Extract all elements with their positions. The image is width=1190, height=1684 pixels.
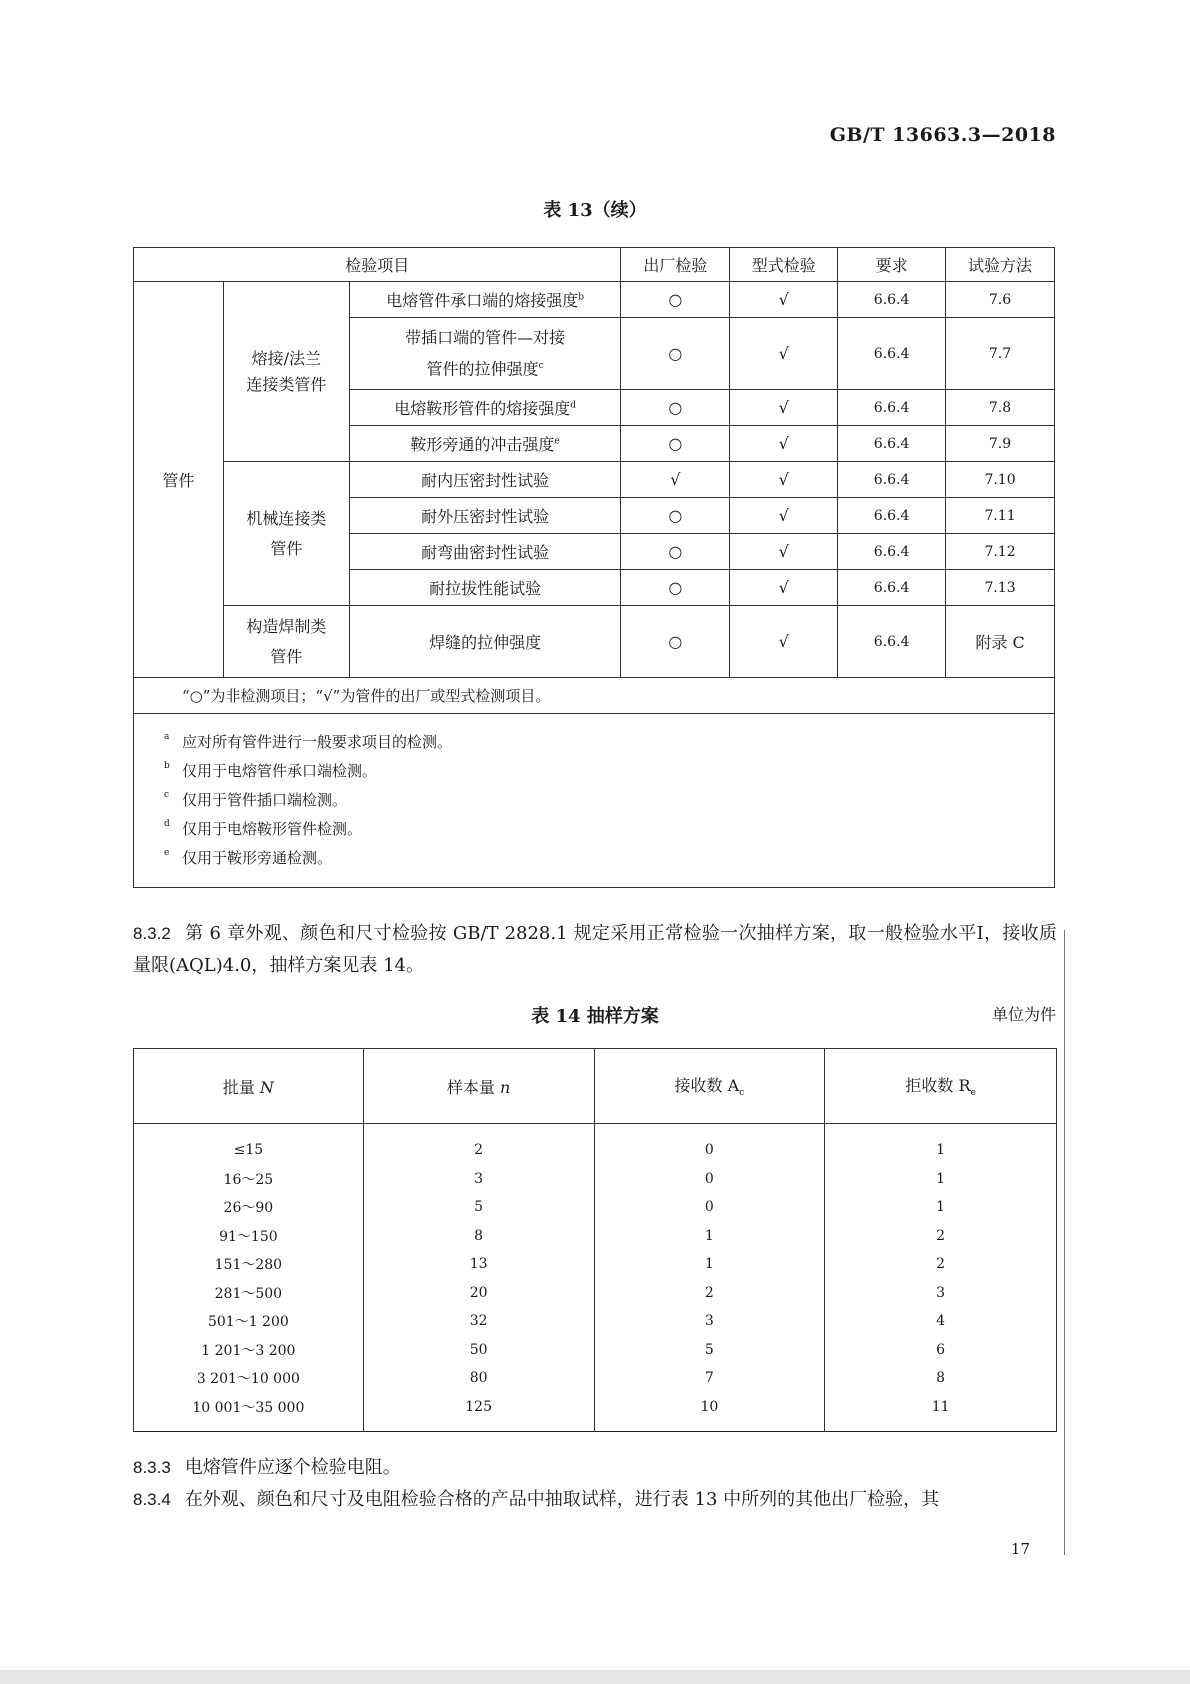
header-factory-inspection: 出厂检验 (621, 248, 730, 282)
factory-mark: √ (621, 462, 730, 498)
method-cell: 7.12 (946, 534, 1055, 570)
footnote-a: a 应对所有管件进行一般要求项目的检测。 (164, 732, 453, 751)
requirement-cell: 6.6.4 (838, 534, 946, 570)
table-row: 281～500 20 2 3 (134, 1279, 1057, 1308)
type-mark: √ (730, 282, 838, 318)
header-type-inspection: 型式检验 (730, 248, 838, 282)
header-sample-size: 样本量 n (363, 1049, 594, 1124)
table-row (134, 282, 1055, 318)
table-note: “○”为非检测项目；“√”为管件的出厂或型式检测项目。 (134, 678, 1055, 714)
factory-mark: ○ (621, 390, 730, 426)
header-test-method: 试验方法 (946, 248, 1055, 282)
method-cell: 7.13 (946, 570, 1055, 606)
standard-code: GB/T 13663.3—2018 (829, 124, 1056, 146)
item-cell: 电熔管件承口端的熔接强度$^b$ (349, 282, 621, 318)
unit-label: 单位为件 (991, 1005, 1056, 1024)
requirement-cell: 6.6.4 (838, 426, 946, 462)
item-cell: 鞍形旁通的冲击强度$^e$ (349, 426, 621, 462)
header-rejection-number: 拒收数 $R_e$ (825, 1049, 1057, 1124)
table13-header-row (134, 248, 1055, 282)
requirement-cell: 6.6.4 (838, 462, 946, 498)
table-note-row (134, 678, 1055, 714)
inspection-items-table (133, 247, 1055, 888)
item-cell: 耐内压密封性试验 (349, 462, 621, 498)
type-mark: √ (730, 462, 838, 498)
method-cell: 7.6 (946, 282, 1055, 318)
requirement-cell: 6.6.4 (838, 390, 946, 426)
item-cell: 焊缝的拉伸强度 (349, 606, 621, 678)
group-welded: 构造焊制类 管件 (223, 606, 349, 678)
table-row: 501～1 200 32 3 4 (134, 1307, 1057, 1336)
table-row: ≤15 2 0 1 (134, 1124, 1057, 1165)
category-cell: 管件 (134, 282, 224, 678)
clause-8-3-2: 8.3.2 第 6 章外观、颜色和尺寸检验按 GB/T 2828.1 规定采用正常检验一次抽样方案，取一般检验水平Ⅰ，接收质量限(AQL)4.0，抽样方案见表 14。 (133, 923, 1057, 976)
table14-caption: 表 14 抽样方案 (531, 1006, 659, 1027)
type-mark: √ (730, 426, 838, 462)
table-row: 3 201～10 000 80 7 8 (134, 1364, 1057, 1393)
type-mark: √ (730, 318, 838, 390)
clause-8-3-3: 8.3.3 电熔管件应逐个检验电阻。 (133, 1457, 401, 1478)
table-row: 151～280 13 1 2 (134, 1250, 1057, 1279)
factory-mark: ○ (621, 282, 730, 318)
table13-caption: 表 13（续） (543, 200, 647, 221)
bottom-scan-strip (0, 1670, 1190, 1684)
table-row: 91～150 8 1 2 (134, 1222, 1057, 1251)
item-cell: 耐拉拔性能试验 (349, 570, 621, 606)
table-row (134, 462, 1055, 498)
factory-mark: ○ (621, 498, 730, 534)
footnote-d: d 仅用于电熔鞍形管件检测。 (164, 819, 363, 838)
method-cell: 附录 C (946, 606, 1055, 678)
table-row: 1 201～3 200 50 5 6 (134, 1336, 1057, 1365)
type-mark: √ (730, 570, 838, 606)
header-requirement: 要求 (838, 248, 946, 282)
footnotes-row (134, 714, 1055, 888)
right-margin-rule (1064, 930, 1065, 1555)
requirement-cell: 6.6.4 (838, 282, 946, 318)
item-cell: 耐外压密封性试验 (349, 498, 621, 534)
factory-mark: ○ (621, 606, 730, 678)
type-mark: √ (730, 498, 838, 534)
requirement-cell: 6.6.4 (838, 318, 946, 390)
factory-mark: ○ (621, 318, 730, 390)
item-cell: 耐弯曲密封性试验 (349, 534, 621, 570)
method-cell: 7.7 (946, 318, 1055, 390)
type-mark: √ (730, 606, 838, 678)
group-fusion-flange: 熔接/法兰 连接类管件 (223, 282, 349, 462)
type-mark: √ (730, 534, 838, 570)
header-inspection-item: 检验项目 (134, 248, 621, 282)
requirement-cell: 6.6.4 (838, 498, 946, 534)
footnotes (134, 714, 1055, 888)
clause-8-3-4: 8.3.4 在外观、颜色和尺寸及电阻检验合格的产品中抽取试样，进行表 13 中所列的其他出厂检验，其 (133, 1489, 940, 1510)
requirement-cell: 6.6.4 (838, 570, 946, 606)
sampling-plan-table (133, 1048, 1057, 1432)
footnote-c: c 仅用于管件插口端检测。 (164, 790, 348, 809)
footnote-e: e 仅用于鞍形旁通检测。 (164, 848, 333, 867)
table14-header-row (134, 1049, 1057, 1124)
table-row: 26～90 5 0 1 (134, 1193, 1057, 1222)
factory-mark: ○ (621, 426, 730, 462)
factory-mark: ○ (621, 534, 730, 570)
requirement-cell: 6.6.4 (838, 606, 946, 678)
header-batch-size: 批量 N (134, 1049, 364, 1124)
group-mechanical: 机械连接类 管件 (223, 462, 349, 606)
type-mark: √ (730, 390, 838, 426)
page-number: 17 (1010, 1540, 1030, 1558)
method-cell: 7.10 (946, 462, 1055, 498)
table-row: 10 001～35 000 125 10 11 (134, 1393, 1057, 1432)
method-cell: 7.8 (946, 390, 1055, 426)
footnote-b: b 仅用于电熔管件承口端检测。 (164, 761, 378, 780)
table-row: 16～25 3 0 1 (134, 1165, 1057, 1194)
factory-mark: ○ (621, 570, 730, 606)
item-cell: 电熔鞍形管件的熔接强度$^d$ (349, 390, 621, 426)
table-row (134, 606, 1055, 678)
header-acceptance-number: 接收数 $A_c$ (594, 1049, 825, 1124)
method-cell: 7.9 (946, 426, 1055, 462)
item-cell: 带插口端的管件—对接 管件的拉伸强度$^c$ (349, 318, 621, 390)
method-cell: 7.11 (946, 498, 1055, 534)
